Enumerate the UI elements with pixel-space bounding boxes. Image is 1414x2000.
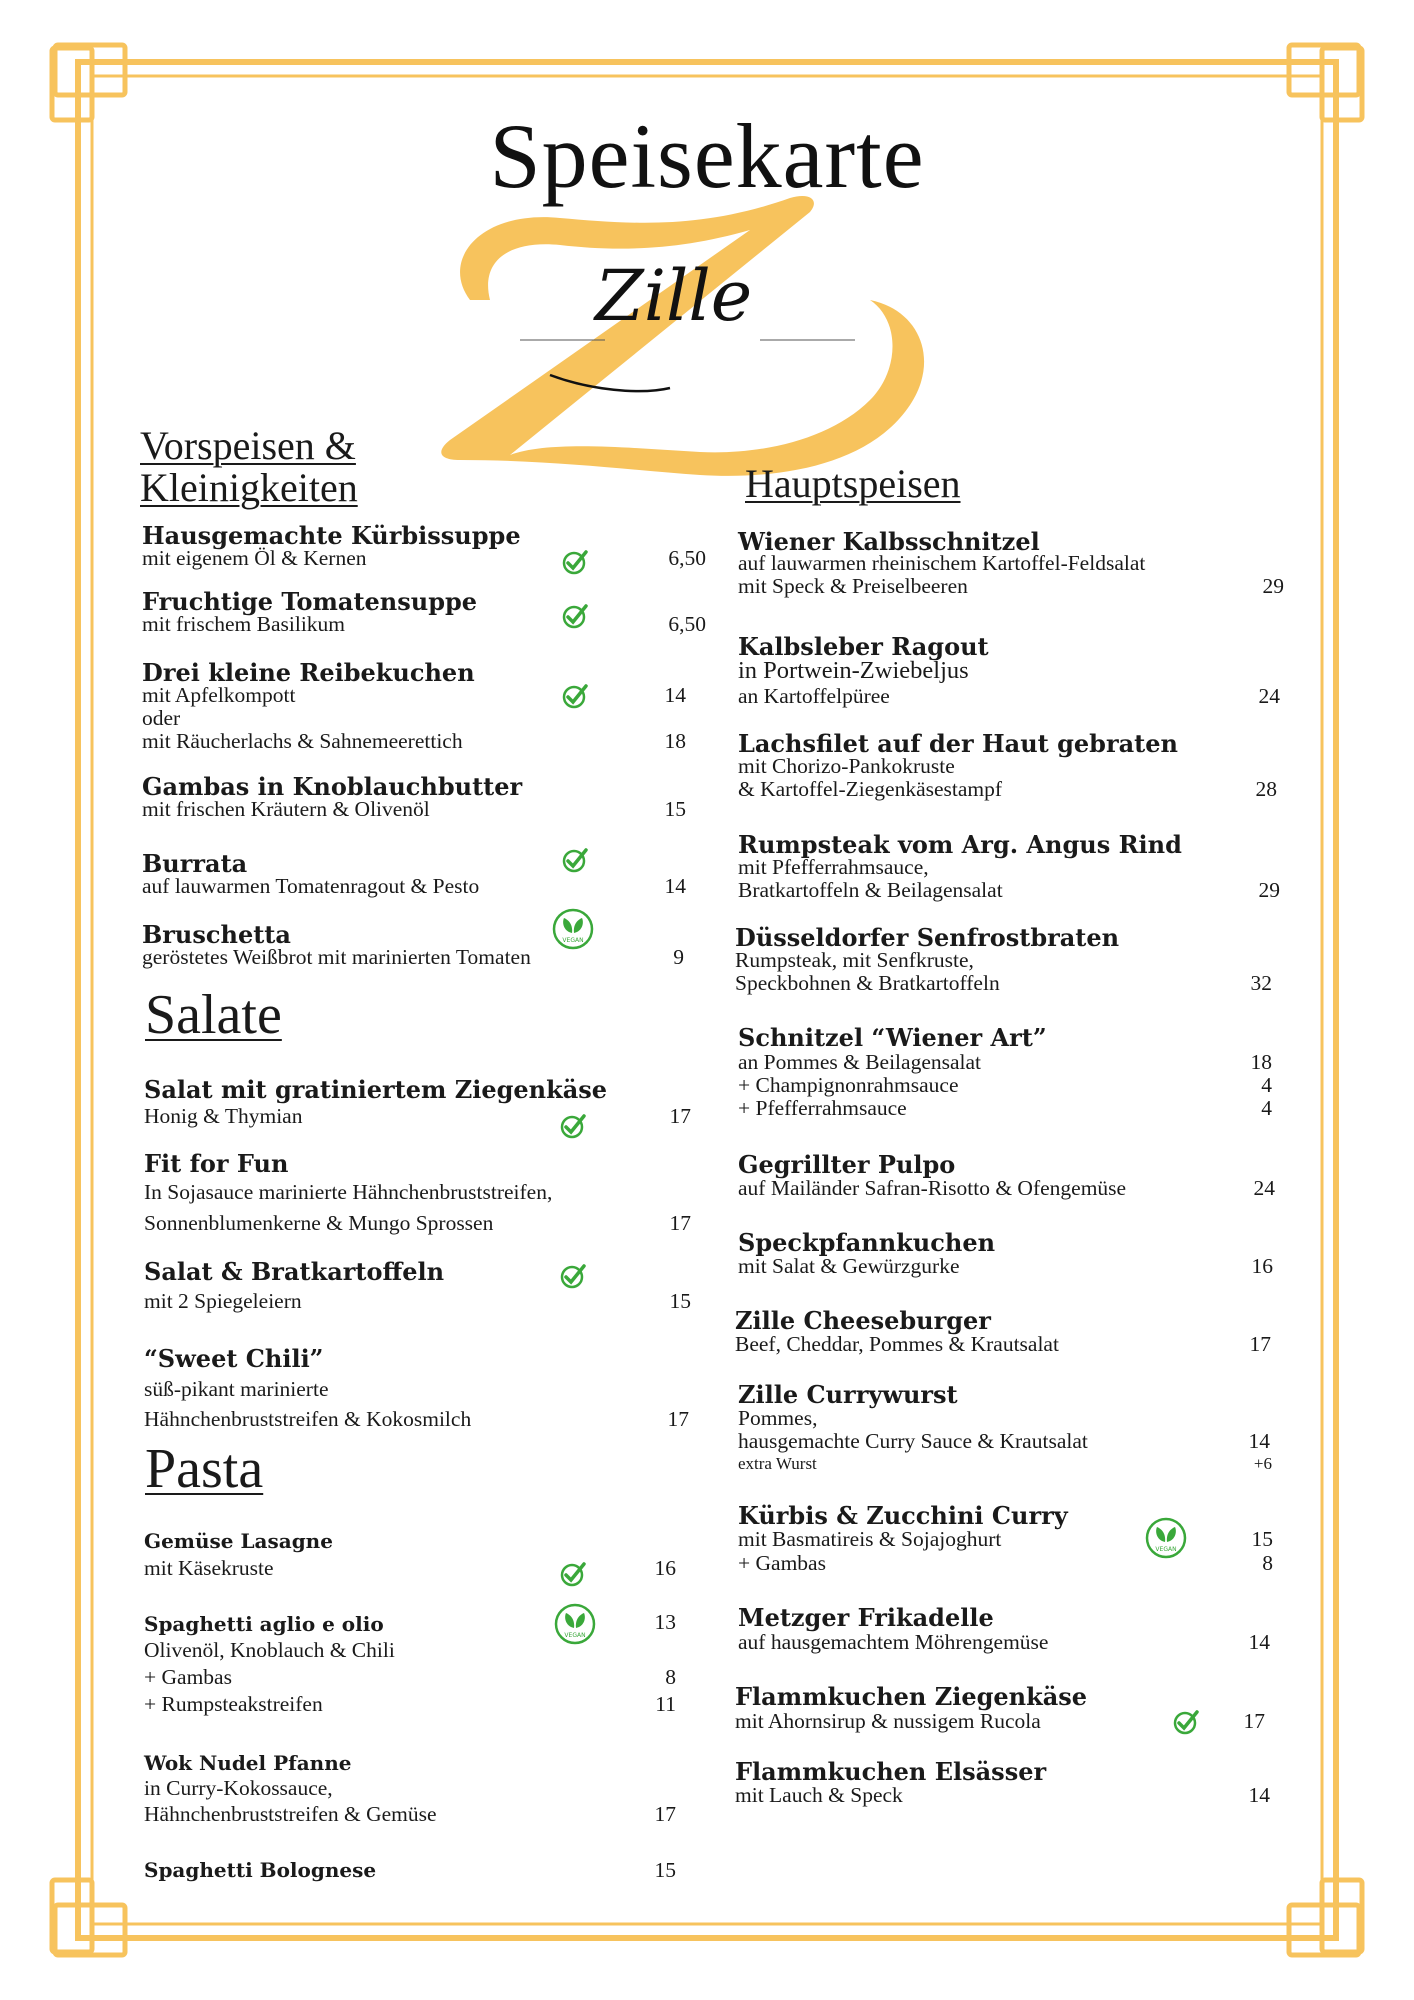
logo-text: Zille bbox=[595, 255, 753, 337]
dish-name: “Sweet Chili” bbox=[144, 1344, 324, 1373]
dish-price: 17 bbox=[654, 1802, 676, 1826]
dish-price: 14 bbox=[664, 683, 686, 707]
veggie-check-icon bbox=[1172, 1708, 1200, 1736]
dish-price: 29 bbox=[1258, 878, 1280, 902]
dish-desc: auf Mailänder Safran-Risotto & Ofengemüse bbox=[738, 1176, 1127, 1200]
dish-price: 14 bbox=[664, 874, 686, 898]
heading-line-2: Kleinigkeiten bbox=[140, 465, 358, 510]
svg-text:VEGAN: VEGAN bbox=[562, 937, 584, 944]
dish-name: Gambas in Knoblauchbutter bbox=[142, 772, 523, 801]
dish-desc: mit Ahornsirup & nussigem Rucola bbox=[735, 1709, 1041, 1733]
dish-desc: mit eigenem Öl & Kernen bbox=[142, 546, 367, 570]
dish-desc: an Pommes & Beilagensalat bbox=[738, 1050, 982, 1074]
dish-desc: Beef, Cheddar, Pommes & Krautsalat bbox=[735, 1332, 1059, 1356]
veggie-check-icon bbox=[561, 602, 589, 630]
dish-price: 14 bbox=[1248, 1630, 1270, 1654]
svg-text:VEGAN: VEGAN bbox=[564, 1632, 586, 1639]
dish-price: 8 bbox=[1262, 1551, 1273, 1575]
dish-desc: In Sojasauce marinierte Hähnchenbruststreifen, bbox=[144, 1180, 553, 1204]
dish-desc: in Curry-Kokossauce, bbox=[144, 1776, 333, 1800]
dish-name: Gegrillter Pulpo bbox=[738, 1150, 956, 1179]
dish-price: 32 bbox=[1250, 971, 1272, 995]
dish-price: 4 bbox=[1261, 1096, 1272, 1120]
dish-desc: Sonnenblumenkerne & Mungo Sprossen bbox=[144, 1211, 494, 1235]
dish-name: Spaghetti aglio e olio bbox=[144, 1612, 384, 1636]
dish-name: Speckpfannkuchen bbox=[738, 1228, 996, 1257]
heading-line-1: Vorspeisen & bbox=[140, 423, 356, 468]
dish-price: 18 bbox=[664, 729, 686, 753]
dish-desc: mit Salat & Gewürzgurke bbox=[738, 1254, 960, 1278]
dish-name: Zille Currywurst bbox=[738, 1380, 958, 1409]
dish-desc: auf lauwarmen rheinischem Kartoffel-Feldsalat bbox=[738, 551, 1146, 575]
dish-price: 16 bbox=[654, 1556, 676, 1580]
dish-name: Salat & Bratkartoffeln bbox=[144, 1257, 445, 1286]
dish-name: Fruchtige Tomatensuppe bbox=[142, 587, 478, 616]
veggie-check-icon bbox=[559, 1262, 587, 1290]
veggie-check-icon bbox=[559, 1112, 587, 1140]
dish-name: Metzger Frikadelle bbox=[738, 1603, 994, 1632]
dish-price: 16 bbox=[1251, 1254, 1273, 1278]
dish-desc: Pommes, bbox=[738, 1406, 818, 1430]
dish-name: Flammkuchen Elsässer bbox=[735, 1757, 1047, 1786]
dish-desc: mit Käsekruste bbox=[144, 1556, 274, 1580]
dish-price: 17 bbox=[1243, 1709, 1265, 1733]
dish-price: 15 bbox=[654, 1858, 676, 1882]
dish-desc: hausgemachte Curry Sauce & Krautsalat bbox=[738, 1429, 1088, 1453]
dish-extra: + Pfefferrahmsauce bbox=[738, 1096, 907, 1120]
section-heading-vorspeisen bbox=[140, 425, 358, 509]
dish-price: 14 bbox=[1248, 1429, 1270, 1453]
dish-name: Burrata bbox=[142, 849, 248, 878]
dish-price: 17 bbox=[667, 1407, 689, 1431]
dish-name: Drei kleine Reibekuchen bbox=[142, 658, 475, 687]
dish-desc: Honig & Thymian bbox=[144, 1104, 303, 1128]
dish-name: Kürbis & Zucchini Curry bbox=[738, 1501, 1068, 1530]
dish-price: 11 bbox=[655, 1692, 676, 1716]
dish-price: 15 bbox=[1251, 1527, 1273, 1551]
dish-name: Salat mit gratiniertem Ziegenkäse bbox=[144, 1075, 608, 1104]
dish-name: Fit for Fun bbox=[144, 1149, 289, 1178]
dish-price: 8 bbox=[665, 1665, 676, 1689]
dish-desc: auf lauwarmen Tomatenragout & Pesto bbox=[142, 874, 480, 898]
dish-name: Schnitzel “Wiener Art” bbox=[738, 1023, 1047, 1052]
vegan-icon bbox=[553, 1602, 597, 1646]
dish-price: 29 bbox=[1262, 574, 1284, 598]
dish-price: 15 bbox=[669, 1289, 691, 1313]
section-heading-pasta: Pasta bbox=[145, 1438, 264, 1500]
dish-desc: mit 2 Spiegeleiern bbox=[144, 1289, 302, 1313]
dish-price: 6,50 bbox=[668, 546, 706, 570]
dish-desc: Bratkartoffeln & Beilagensalat bbox=[738, 878, 1003, 902]
dish-desc: & Kartoffel-Ziegenkäsestampf bbox=[738, 777, 1003, 801]
dish-desc: in Portwein-Zwiebeljus bbox=[738, 657, 969, 684]
page-title: Speisekarte bbox=[489, 105, 925, 207]
dish-desc: Hähnchenbruststreifen & Kokosmilch bbox=[144, 1407, 472, 1431]
section-heading-hauptspeisen: Hauptspeisen bbox=[745, 461, 961, 506]
dish-name: Hausgemachte Kürbissuppe bbox=[142, 521, 521, 550]
dish-name: Spaghetti Bolognese bbox=[144, 1858, 377, 1882]
dish-price: 15 bbox=[664, 797, 686, 821]
dish-extra: + Gambas bbox=[144, 1665, 232, 1689]
zille-logo bbox=[400, 190, 960, 490]
dish-name: Gemüse Lasagne bbox=[144, 1529, 333, 1553]
dish-desc: mit Apfelkompott bbox=[142, 683, 296, 707]
vegan-icon bbox=[551, 907, 595, 951]
dish-price: 14 bbox=[1248, 1783, 1270, 1807]
dish-name: Kalbsleber Ragout bbox=[738, 632, 989, 661]
dish-desc: Speckbohnen & Bratkartoffeln bbox=[735, 971, 1000, 995]
dish-extra: + Champignonrahmsauce bbox=[738, 1073, 959, 1097]
veggie-check-icon bbox=[559, 1560, 587, 1588]
dish-price: 6,50 bbox=[668, 612, 706, 636]
dish-desc: mit Räucherlachs & Sahnemeerettich bbox=[142, 729, 463, 753]
dish-name: Wiener Kalbsschnitzel bbox=[738, 527, 1040, 556]
dish-price: 17 bbox=[1249, 1332, 1271, 1356]
dish-price: 18 bbox=[1250, 1050, 1272, 1074]
veggie-check-icon bbox=[561, 846, 589, 874]
veggie-check-icon bbox=[561, 682, 589, 710]
dish-desc: Rumpsteak, mit Senfkruste, bbox=[735, 948, 974, 972]
dish-desc: mit Chorizo-Pankokruste bbox=[738, 754, 955, 778]
dish-desc: mit frischem Basilikum bbox=[142, 612, 346, 636]
dish-desc: mit frischen Kräutern & Olivenöl bbox=[142, 797, 430, 821]
dish-desc: an Kartoffelpüree bbox=[738, 684, 890, 708]
dish-desc: mit Lauch & Speck bbox=[735, 1783, 903, 1807]
section-heading-salate: Salate bbox=[145, 984, 282, 1046]
dish-name: Flammkuchen Ziegenkäse bbox=[735, 1682, 1088, 1711]
veggie-check-icon bbox=[561, 548, 589, 576]
dish-desc: süß-pikant marinierte bbox=[144, 1377, 329, 1401]
dish-price: 17 bbox=[669, 1104, 691, 1128]
dish-price: 28 bbox=[1255, 777, 1277, 801]
dish-desc: auf hausgemachtem Möhrengemüse bbox=[738, 1630, 1049, 1654]
vegan-icon bbox=[1144, 1516, 1188, 1560]
dish-desc: geröstetes Weißbrot mit marinierten Tomaten bbox=[142, 945, 531, 969]
dish-desc: mit Pfefferrahmsauce, bbox=[738, 855, 929, 879]
dish-desc: Hähnchenbruststreifen & Gemüse bbox=[144, 1802, 437, 1826]
dish-name: Lachsfilet auf der Haut gebraten bbox=[738, 729, 1178, 758]
dish-desc: Olivenöl, Knoblauch & Chili bbox=[144, 1638, 395, 1662]
dish-extra: + Rumpsteakstreifen bbox=[144, 1692, 323, 1716]
dish-name: Düsseldorfer Senfrostbraten bbox=[735, 923, 1120, 952]
dish-desc: mit Basmatireis & Sojajoghurt bbox=[738, 1527, 1002, 1551]
dish-extra: extra Wurst bbox=[738, 1454, 817, 1473]
dish-price: 17 bbox=[669, 1211, 691, 1235]
dish-price: 4 bbox=[1261, 1073, 1272, 1097]
dish-price: 13 bbox=[654, 1610, 676, 1634]
dish-extra: + Gambas bbox=[738, 1551, 826, 1575]
dish-price: +6 bbox=[1253, 1454, 1272, 1473]
dish-desc: oder bbox=[142, 706, 181, 730]
dish-price: 24 bbox=[1258, 684, 1280, 708]
dish-desc: mit Speck & Preiselbeeren bbox=[738, 574, 968, 598]
dish-price: 24 bbox=[1253, 1176, 1275, 1200]
dish-name: Rumpsteak vom Arg. Angus Rind bbox=[738, 830, 1182, 859]
dish-name: Zille Cheeseburger bbox=[735, 1306, 991, 1335]
dish-price: 9 bbox=[673, 945, 684, 969]
dish-name: Bruschetta bbox=[142, 920, 291, 949]
svg-text:VEGAN: VEGAN bbox=[1155, 1546, 1177, 1553]
dish-name: Wok Nudel Pfanne bbox=[144, 1751, 352, 1775]
